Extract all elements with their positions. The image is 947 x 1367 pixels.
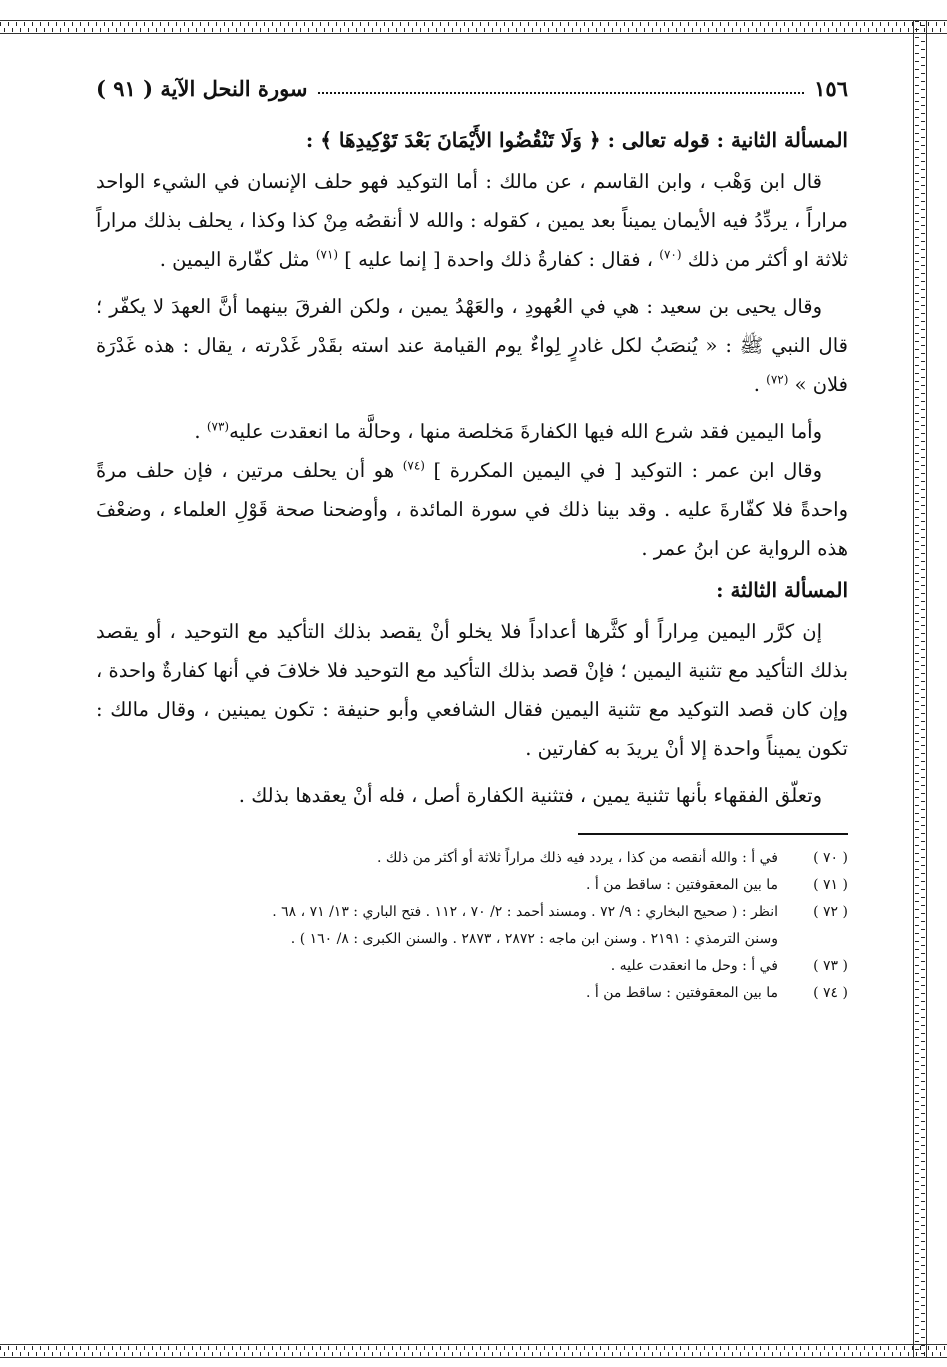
footnotes (96, 845, 848, 1007)
paragraph-ibn-umar: وقال ابن عمر : التوكيد [ في اليمين المكررة ] $^{(٧٤)}$ هو أن يحلف مرتين ، فإن حلف مرةً واحدةً فلا كفّارةَ عليه . وقد بينا ذلك في سورة المائدة ، وأوضحنا صحة قَوْلِ العلماء ، وضعْفَ هذه الرواية عن ابنُ عمر . (96, 458, 848, 560)
footnote-70: ( ٧٠ ) في أ : والله أنقصه من كذا ، يردد فيه ذلك مراراً ثلاثة أو أكثر من ذلك . (376, 850, 848, 866)
book-page (96, 66, 848, 1336)
paragraph-yamin: وأما اليمين فقد شرع الله فيها الكفارةَ مَخلصة منها ، وحالَّة ما انعقدت عليه$^{(٧٣)}$ . (194, 419, 822, 443)
footnote-71: ( ٧١ ) ما بين المعقوفتين : ساقط من أ . (585, 877, 848, 893)
footnote-74: ( ٧٤ ) ما بين المعقوفتين : ساقط من أ . (585, 985, 848, 1001)
paragraph-yahya: وقال يحيى بن سعيد : هي في العُهودِ ، والعَهْدُ يمين ، ولكن الفرقَ بينهما أنَّ العهدَ لا يكفّر ؛ قال النبي ﷺ : « يُنصَبُ لكل غادرٍ لِواءٌ يوم القيامة عند استه بقَدْر غَدْرته ، يقال : هذه غَدْرَة فلان » $^{(٧٢)}$ . (96, 295, 848, 396)
footnote-ref-70[interactable]: (٧٠) (659, 247, 682, 262)
running-header (96, 66, 848, 110)
footnote-72-continuation: وسنن الترمذي : ٢١٩١ . وسنن ابن ماجه : ٢٨٧٢ ، ٢٨٧٣ . والسنن الكبرى : ٨/ ١٦٠ ) . (290, 931, 778, 947)
paragraph-fuqaha: وتعلّق الفقهاء بأنها تثنية يمين ، فتثنية الكفارة أصل ، فله أنْ يعقدها بذلك . (238, 784, 822, 807)
footnote-ref-73[interactable]: (٧٣) (206, 419, 230, 434)
paragraph-repetition: إن كرَّر اليمين مِراراً أو كثَّرها أعداداً فلا يخلو أنْ يقصد بذلك التأكيد مع التوحيد ، أو يقصد بذلك التأكيد مع تثنية اليمين ؛ فإنْ قصد بذلك التأكيد مع التوحيد فلا خلافَ في أنها كفارةٌ واحدة ، وإن كان قصد التوكيد مع تثنية اليمين فقال الشافعي وأبو حنيفة : تكون يمينين ، وقال مالك : تكون يميناً واحدة إلا أنْ يريدَ به كفارتين . (96, 620, 848, 760)
footnote-ref-74[interactable]: (٧٤) (402, 458, 425, 473)
footnote-73: ( ٧٣ ) في أ : وحل ما انعقدت عليه . (610, 958, 848, 974)
running-title: سورة النحل الآية ( ٩١ ) (96, 75, 308, 101)
footnote-ref-71[interactable]: (٧١) (315, 247, 339, 262)
section-3-heading: المسألة الثالثة : (716, 578, 848, 602)
footnote-ref-72[interactable]: (٧٢) (766, 372, 789, 387)
decorative-border-bottom (0, 1344, 947, 1358)
footnote-72: ( ٧٢ ) انظر : ( صحيح البخاري : ٩/ ٧٢ . ومسند أحمد : ٢/ ٧٠ ، ١١٢ . فتح الباري : ١٣/ ٧١ ، ٦٨ . (272, 904, 848, 920)
header-dot-leader (318, 92, 805, 94)
page-number: ١٥٦ (814, 75, 848, 101)
paragraph-ibn-wahb: قال ابن وَهْب ، وابن القاسم ، عن مالك : أما التوكيد فهو حلف الإنسان في الشيء الواحد مراراً ، يردِّدُ فيه الأيمان يميناً بعد يمين ، كقوله : والله لا أنقصُه مِنْ كذا وكذا ، يحلف بذلك مراراً ثلاثة او أكثر من ذلك $^{(٧٠)}$ ، فقال : كفارةُ ذلك واحدة [ إنما عليه ] $^{(٧١)}$ مثل كفّارة اليمين . (96, 170, 848, 271)
decorative-border-top (0, 20, 947, 34)
decorative-border-right (913, 20, 927, 1358)
section-2-heading: المسألة الثانية : قوله تعالى : ﴿ وَلَا تَنْقُضُوا الأَيْمَانَ بَعْدَ تَوْكِيدِهَا ﴾ : (305, 128, 848, 152)
footnote-separator (578, 833, 848, 835)
